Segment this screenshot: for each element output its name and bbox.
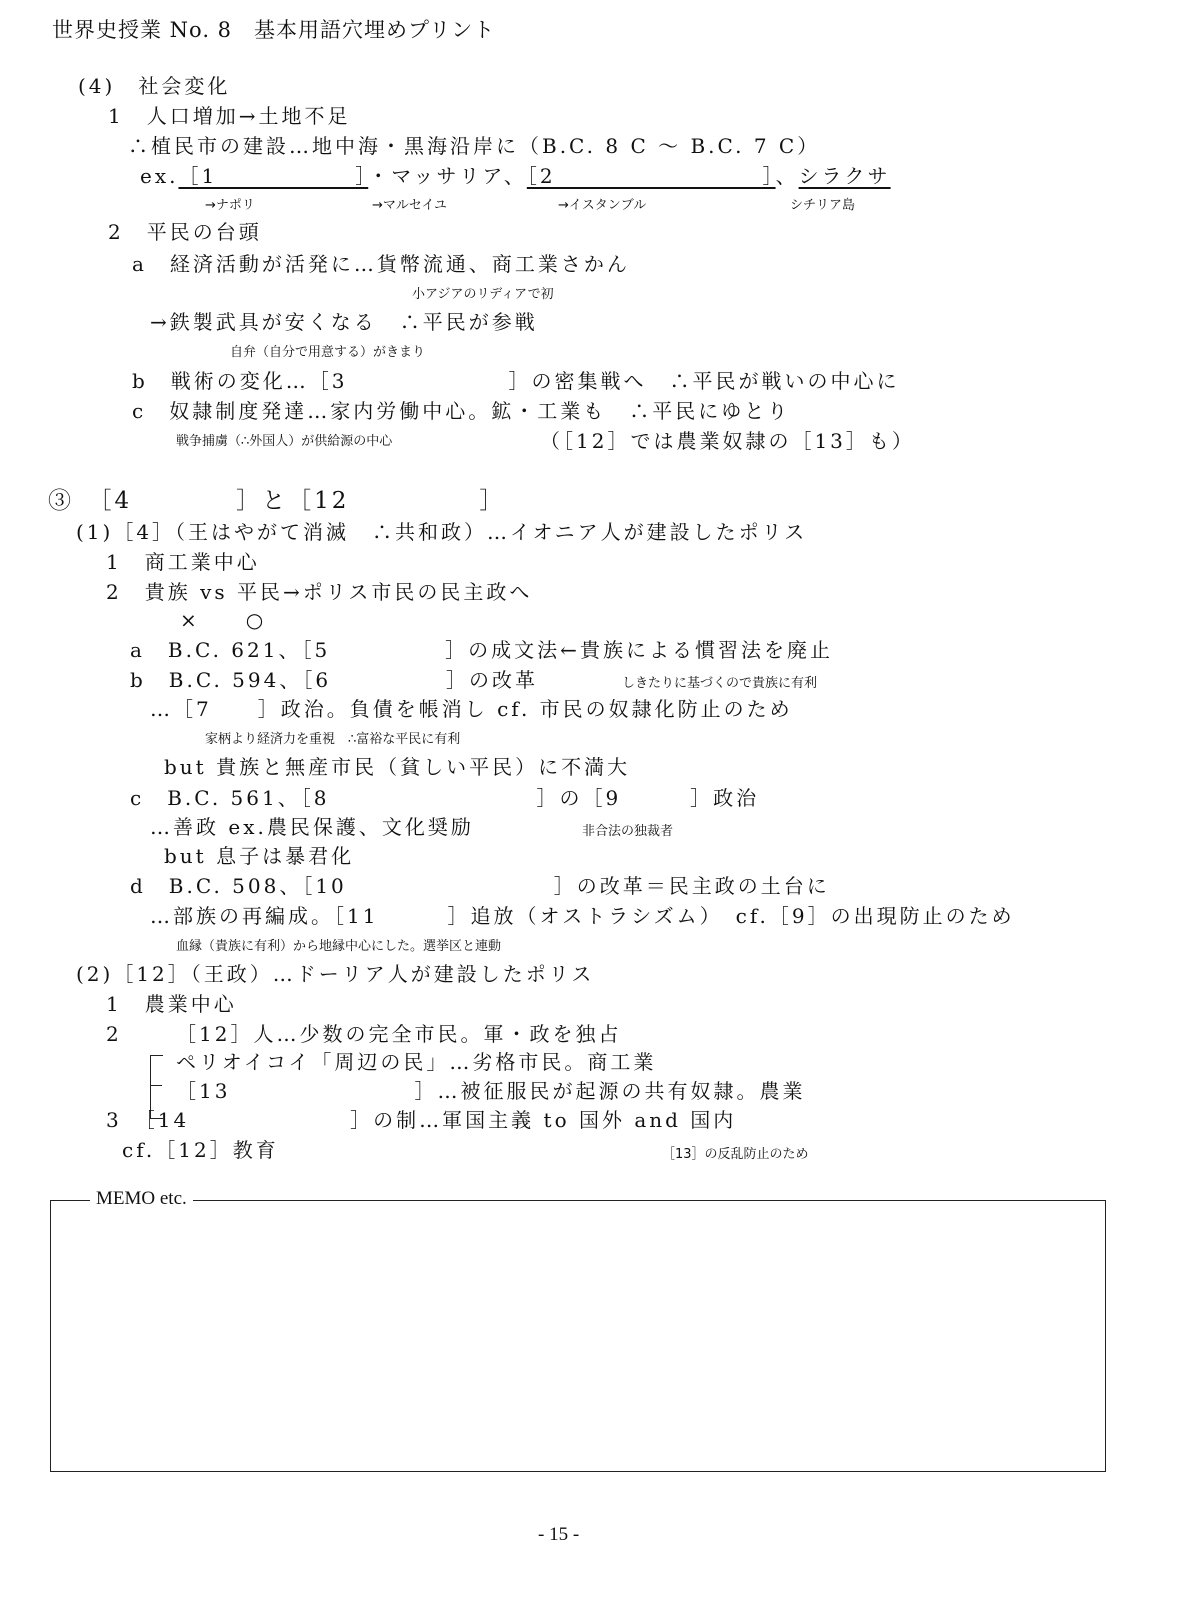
note-custom-law: しきたりに基づくので貴族に有利 [622,676,818,691]
note-lydia: 小アジアのリディアで初 [412,287,554,302]
line-commoners-rise: 2 平民の台頭 [108,220,262,244]
comma-sep: 、 [775,164,799,188]
line-written-law: a B.C. 621、［5 ］の成文法←貴族による慣習法を廃止 [130,638,833,662]
line-helots: ［13 ］…被征服民が起源の共有奴隷。農業 [176,1079,806,1103]
line-colonies: ∴植民市の建設…地中海・黒海沿岸に（B.C. 8 C ～ B.C. 7 C） [128,134,821,158]
line-slavery: c 奴隷制度発達…家内労働中心。鉱・工業も ∴平民にゆとり [132,399,791,423]
class-bracket-mid [150,1085,162,1086]
note-blood-to-land: 血縁（貴族に有利）から地縁中心にした。選挙区と連動 [176,939,502,954]
note-istanbul: →イスタンブル [558,198,647,213]
line-timocracy: …［7 ］政治。負債を帳消し cf. 市民の奴隷化防止のため [150,697,793,721]
line-spartiates: ［12］人…少数の完全市民。軍・政を独占 [176,1022,622,1046]
note-naples: →ナポリ [205,198,255,213]
note-marseille: →マルセイユ [372,198,447,213]
line-iron-weapons: →鉄製武具が安くなる ∴平民が参戦 [150,310,538,334]
colony-example-line [140,166,891,186]
line-population: 1 人口増加→土地不足 [108,104,351,128]
line-tribes-ostracism: …部族の再編成。［11 ］追放（オストラシズム） cf.［9］の出現防止のため [150,904,1015,928]
line-son-tyrant: but 息子は暴君化 [164,844,355,868]
note-wealth: 家柄より経済力を重視 ∴富裕な平民に有利 [205,732,461,747]
memo-label: MEMO etc. [90,1188,193,1210]
syracuse-label: シラクサ [798,164,891,188]
blank-2[interactable]: ［2 ］ [526,164,776,188]
line-discontent: but 貴族と無産市民（貧しい平民）に不満大 [164,755,631,779]
line-nobles-vs-commoners: 2 貴族 vs 平民→ポリス市民の民主政へ [106,580,533,604]
line-tyranny-561: c B.C. 561、［8 ］の［9 ］政治 [130,786,760,810]
line-good-rule: …善政 ex.農民保護、文化奨励 [150,815,474,839]
note-self-supply: 自弁（自分で用意する）がきまり [230,345,426,360]
section-4-heading: (4) 社会変化 [78,74,231,98]
line-agriculture: 1 農業中心 [106,992,237,1016]
blank-1[interactable]: ［1 ］ [178,164,369,188]
page-number: - 15 - [538,1524,580,1545]
line-commerce: 1 商工業中心 [106,550,260,574]
line-reform-594: b B.C. 594、［6 ］の改革 [130,668,539,692]
note-illegal-dictator: 非合法の独裁者 [582,824,674,839]
athens-heading: (1)［4］（王はやがて消滅 ∴共和政）…イオニア人が建設したポリス [76,520,808,544]
line-perioikoi: ペリオイコイ「周辺の民」…劣格市民。商工業 [176,1050,657,1074]
note-sicily: シチリア島 [790,198,856,213]
note-revolt-prevention: ［13］の反乱防止のため [662,1147,809,1162]
line-reform-508: d B.C. 508、［10 ］の改革＝民主政の土台に [130,874,830,898]
line-agri-slaves: （［12］では農業奴隷の［13］も） [540,429,915,453]
memo-box[interactable] [50,1200,1106,1472]
line-economy: a 経済活動が活発に…貨幣流通、商工業さかん [132,252,630,276]
class-number: 2 [106,1022,122,1046]
ex-label: ex. [140,164,179,188]
cross-circle-marks: × ○ [180,608,267,632]
line-education: cf.［12］教育 [122,1138,279,1162]
line-tactics: b 戦術の変化…［3 ］の密集戦へ ∴平民が戦いの中心に [132,369,900,393]
page-title: 世界史授業 No. 8 基本用語穴埋めプリント [52,18,496,42]
note-captives: 戦争捕虜（∴外国人）が供給源の中心 [176,434,393,449]
section-3-heading: ③ ［4 ］と［12 ］ [48,488,506,514]
line-system-14: 3 ［14 ］の制…軍国主義 to 国外 and 国内 [106,1108,737,1132]
sparta-heading: (2)［12］（王政）…ドーリア人が建設したポリス [76,962,595,986]
massalia-label: ・マッサリア、 [368,164,527,188]
